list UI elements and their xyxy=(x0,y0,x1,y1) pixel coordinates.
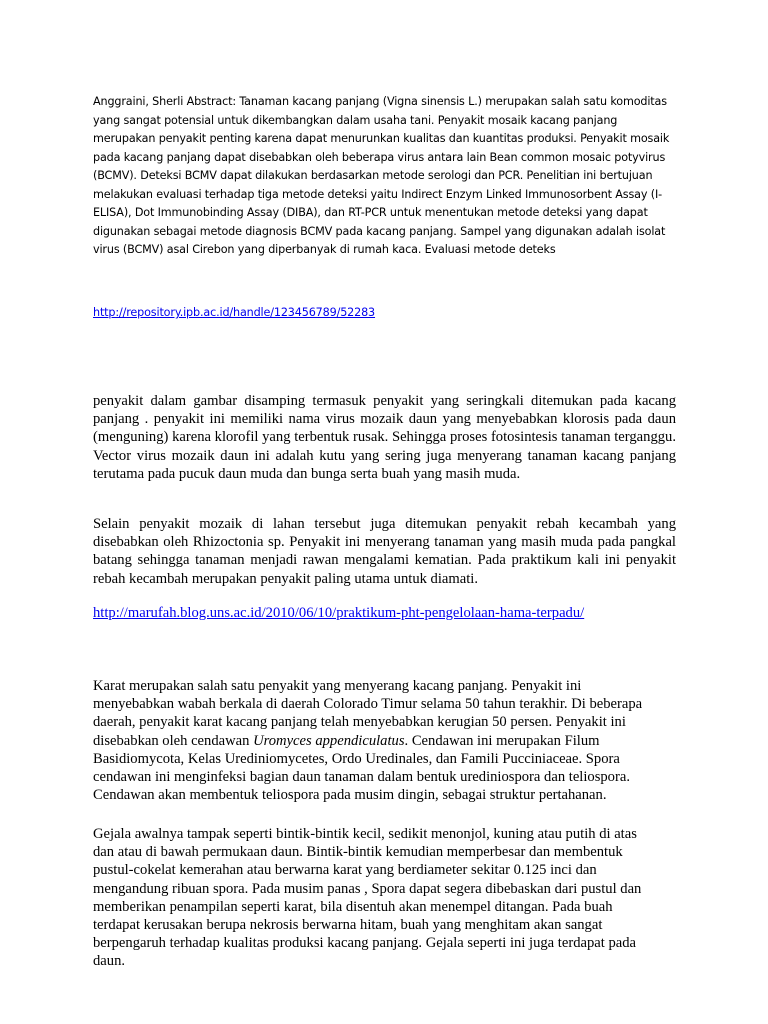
mosaic-virus-paragraph: penyakit dalam gambar disamping termasuk penyakit yang seringkali ditemukan pada kacang panjang . penyakit ini memiliki nama virus mozaik daun yang menyebabkan klorosis pada daun (menguning) karena klorofil yang terbentuk rusak. Sehingga proses fotosintesis tanaman terganggu. Vector virus mozaik daun ini adalah kutu yang sering juga menyerang tanaman kacang panjang terutama pada pucuk daun muda dan bunga serta buah yang masih muda. xyxy=(93,393,676,482)
abstract-paragraph: Anggraini, Sherli Abstract: Tanaman kacang panjang (Vigna sinensis L.) merupakan salah satu komoditas yang sangat potensial untuk dikembangkan dalam usaha tani. Penyakit mosaik kacang panjang merupakan penyakit penting karena dapat menurunkan kualitas dan kuantitas produksi. Penyakit mosaik pada kacang panjang dapat disebabkan oleh beberapa virus antara lain Bean common mosaic potyvirus (BCMV). Deteksi BCMV dapat dilakukan berdasarkan metode serologi dan PCR. Penelitian ini bertujuan melakukan evaluasi terhadap tiga metode deteksi yaitu Indirect Enzym Linked Immunosorbent Assay (I-ELISA), Dot Immunobinding Assay (DIBA), dan RT-PCR untuk menentukan metode deteksi yang dapat digunakan sebagai metode diagnosis BCMV pada kacang panjang. Sampel yang digunakan adalah isolat virus (BCMV) asal Cirebon yang diperbanyak di rumah kaca. Evaluasi metode deteks xyxy=(93,95,670,256)
rust-text-intro: Karat merupakan salah satu penyakit yang menyerang kacang panjang. Penyakit ini menyebabkan wabah berkala di daerah Colorado Timur selama 50 tahun terakhir. Di beberapa daerah, penyakit karat kacang panjang telah menyebabkan kerugian 50 persen. Penyakit ini disebabkan oleh cendawan xyxy=(93,678,643,749)
rust-disease-paragraph xyxy=(93,677,653,804)
repository-link[interactable]: http://repository.ipb.ac.id/handle/123456789/52283 xyxy=(93,306,376,319)
rust-symptoms-paragraph: Gejala awalnya tampak seperti bintik-bintik kecil, sedikit menonjol, kuning atau putih di atas dan atau di bawah permukaan daun. Bintik-bintik kemudian memperbesar dan membentuk pustul-cokelat kemerahan atau berwarna karat yang berdiameter sekitar 0.125 inci dan mengandung ribuan spora. Pada musim panas , Spora dapat segera dibebaskan dari pustul dan memberikan penampilan seperti karat, bila disentuh akan menempel ditangan. Pada buah terdapat kerusakan berupa nekrosis berwarna hitam, buah yang menghitam akan sangat berpengaruh terhadap kualitas produksi kacang panjang. Gejala seperti ini juga terdapat pada daun. xyxy=(93,826,642,970)
blog-link[interactable]: http://marufah.blog.uns.ac.id/2010/06/10/praktikum-pht-pengelolaan-hama-terpadu/ xyxy=(93,605,585,621)
blog-link-line xyxy=(93,604,677,622)
rust-text-rest: . Cendawan ini merupakan Filum Basidiomycota, Kelas Urediniomycetes, Ordo Uredinales, dan Famili Pucciniaceae. Spora cendawan ini menginfeksi bagian daun tanaman dalam bentuk urediniospora dan teliospora. Cendawan akan membentuk teliospora pada musim dingin, sebagai struktur pertahanan. xyxy=(93,732,630,804)
rust-species-name: Uromyces appendiculatus xyxy=(253,732,405,749)
repository-link-line xyxy=(93,304,677,323)
damping-off-paragraph: Selain penyakit mozaik di lahan tersebut juga ditemukan penyakit rebah kecambah yang disebabkan oleh Rhizoctonia sp. Penyakit ini menyerang tanaman yang masih muda pada pangkal batang sehingga tanaman menjadi rawan mengalami kematian. Pada praktikum kali ini penyakit rebah kecambah merupakan penyakit paling utama untuk diamati. xyxy=(93,516,676,587)
